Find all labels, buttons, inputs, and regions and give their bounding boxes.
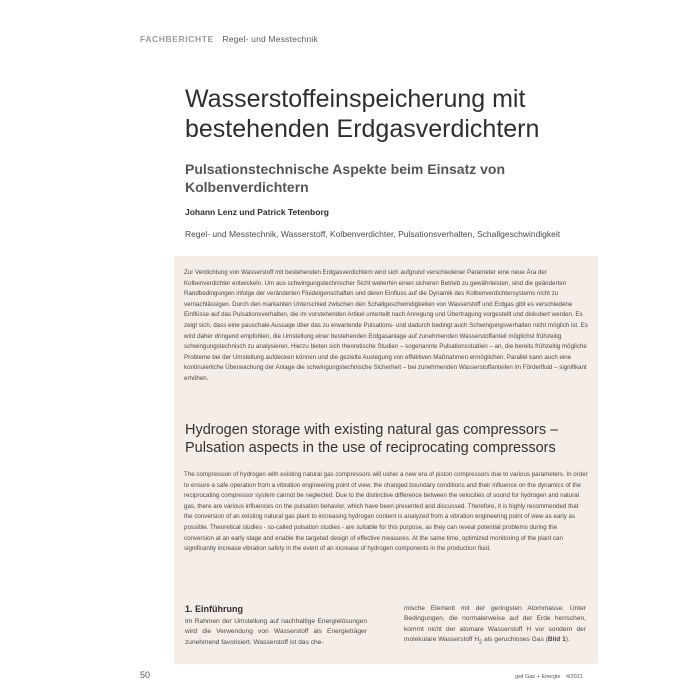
subsection-label: Regel- und Messtechnik	[222, 34, 318, 44]
english-title: Hydrogen storage with existing natural gas compressors – Pulsation aspects in the use of reciprocating compressors	[185, 422, 559, 456]
section-header	[140, 34, 318, 44]
page-number: 50	[140, 670, 151, 680]
section-heading: 1. Einführung	[185, 604, 243, 614]
figure-reference: Bild 1	[547, 636, 566, 644]
issue-number: 4/2021	[566, 674, 583, 680]
section-label: FACHBERICHTE	[140, 34, 214, 44]
body-column-right	[404, 604, 586, 648]
publication-name: gwf Gas + Energie	[515, 674, 561, 680]
body-text: mische Element mit der geringsten Atommasse. Unter Bedingungen, die normalerweise auf der Erde herrschen, kommt nicht der atomare Wasserstoff H vor sondern der molekulare Wasserstoff H	[404, 605, 586, 644]
keywords: Regel- und Messtechnik, Wasserstoff, Kolbenverdichter, Pulsationsverhalten, Schallgeschwindigkeit	[185, 229, 561, 239]
subscript-two: 2	[479, 639, 483, 646]
article-title: Wasserstoffeinspeicherung mit bestehenden Erdgasverdichtern	[185, 85, 540, 143]
abstract-german: Zur Verdichtung von Wasserstoff mit bestehenden Erdgasverdichtern wird sich aufgrund verschiedener Parameter eine neue Ära der Kolbenverdichter entwickeln. Um aus schwingungstechnischer Sicht weiterhin einen sicheren Betrieb zu gewährleisten, sind die geänderten Randbedingungen infolge der veränderten Fluideigenschaften und deren Einfluss auf die Dynamik des Kolbenverdichtersystems nicht zu vernachlässigen. Durch den markanten Unterschied zwischen den Schallgeschwindigkeiten von Wasserstoff und Erdgas gibt es verschiedene Einflüsse auf das Pulsationsverhalten, die im vorstehenden Artikel unterteilt nach Anregung und Übertragung vorgestellt und diskutiert werden. Es zeigt sich, dass eine pauschale Aussage über das zu erwartende Pulsations- und dadurch bedingt auch Schwingungsverhalten nicht möglich ist. Es wird daher dringend empfohlen, die Umstellung einer bestehenden Erdgasanlage auf zunehmenden Wasserstoffanteil möglichst frühzeitig schwingungstechnisch zu analysieren. Hierzu bieten sich theoretische Studien – sogenannte Pulsationsstudien – an, die bereits frühzeitig mögliche Probleme bei der Umstellung aufdecken können und die gezielte Auslegung von effektiven Maßnahmen ermöglichen. Parallel kann auch eine kontinuierliche Überwachung der Anlage die schwingungstechnische Sicherheit – bei zunehmenden Wasserstoffanteilen im Förderfluid – signifikant erhöhen.	[184, 269, 588, 382]
body-column-left: Im Rahmen der Umstellung auf nachhaltige Energielösungen wird die Verwendung von Wasserstoff als Energieträger zunehmend favorisiert. Wasserstoff ist das che-	[185, 618, 367, 646]
article-subtitle: Pulsationstechnische Aspekte beim Einsatz von Kolbenverdichtern	[185, 161, 506, 195]
abstract-english: The compression of hydrogen with existing natural gas compressors will usher a new era of piston compressors due to various parameters. In order to ensure a safe operation from a vibration engineering point of view, the changed boundary conditions and their influence on the dynamics of the reciprocating compressor system cannot be neglected. Due to the distinctive difference between the velocities of sound for hydrogen and natural gas, there are various influences on the pulsation behavior, which have been presented and discussed. Therefore, it is highly recommended that the conversion of an existing natural gas plant to increasing hydrogen content is analyzed from a vibration engineering point of view as early as possible. Theoretical studies - so-called pulsation studies - are suitable for this purpose, as they can reveal potential problems during the conversion at an early stage and enable the targeted design of effective measures. At the same time, optimized monitoring of the plant can significantly increase vibration safety in the event of an increase of hydrogen components in the production fluid.	[184, 471, 588, 553]
body-text: ).	[565, 636, 570, 644]
body-text: als geruchloses Gas (	[482, 636, 548, 644]
authors: Johann Lenz und Patrick Tetenborg	[185, 207, 329, 217]
